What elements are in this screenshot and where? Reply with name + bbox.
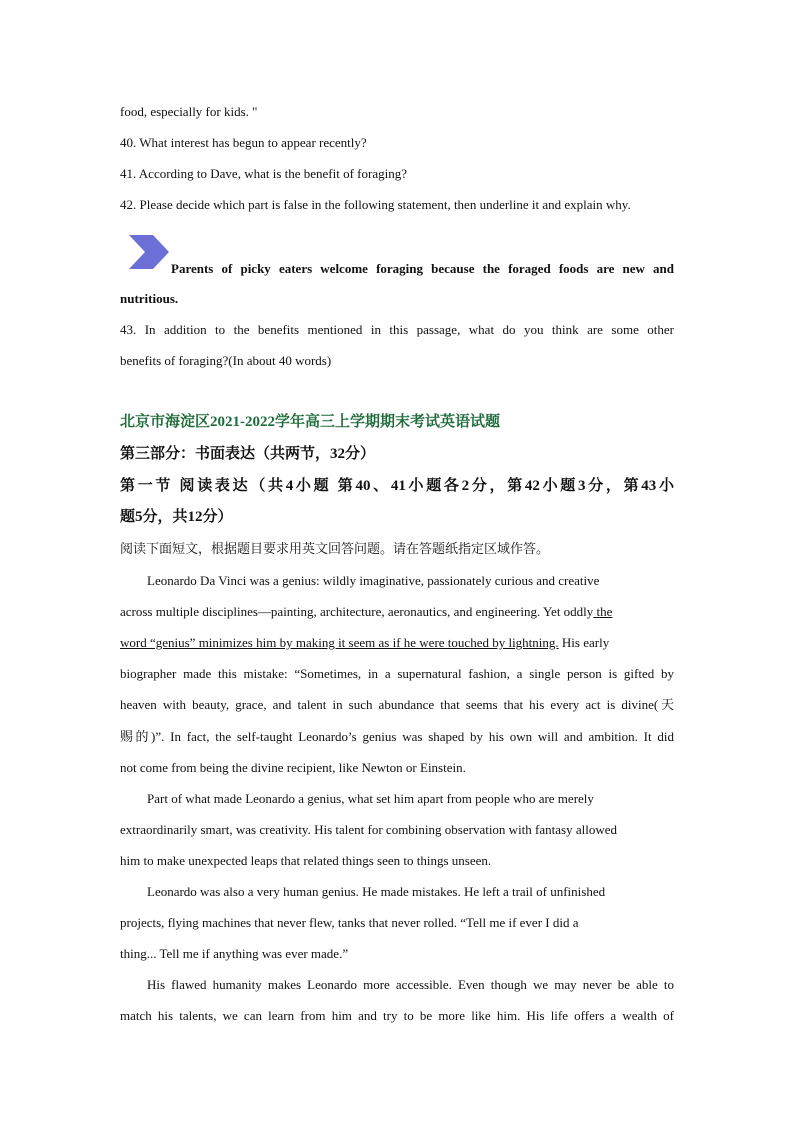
- question-42: 42. Please decide which part is false in the following statement, then underline it and explain why.: [120, 197, 631, 212]
- passage-line: Leonardo Da Vinci was a genius: wildly imaginative, passionately curious and creative: [147, 573, 600, 588]
- question-40: 40. What interest has begun to appear recently?: [120, 135, 367, 150]
- statement-line-2: nutritious.: [120, 291, 179, 306]
- underlined-text: the: [593, 604, 613, 619]
- part-heading: 第三部分：书面表达（共两节，32分）: [120, 446, 376, 462]
- passage-line: [120, 604, 612, 620]
- passage-line: projects, flying machines that never flew, tanks that never rolled. “Tell me if ever I did a: [120, 915, 579, 930]
- instruction-text: 阅读下面短文，根据题目要求用英文回答问题。请在答题纸指定区域作答。: [120, 541, 550, 556]
- passage-text: His early: [558, 635, 610, 650]
- passage-line: thing... Tell me if anything was ever made.”: [120, 946, 349, 961]
- exam-title: 北京市海淀区2021-2022学年高三上学期期末考试英语试题: [120, 414, 500, 430]
- chevron-arrow-icon: [127, 233, 171, 271]
- question-43-line-2: benefits of foraging?(In about 40 words): [120, 353, 332, 368]
- passage-line: not come from being the divine recipient, like Newton or Einstein.: [120, 760, 466, 775]
- passage-line: Leonardo was also a very human genius. He made mistakes. He left a trail of unfinished: [147, 884, 606, 899]
- passage-line: His flawed humanity makes Leonardo more accessible. Even though we may never be able to: [147, 977, 674, 992]
- passage-line: extraordinarily smart, was creativity. His talent for combining observation with fantasy allowed: [120, 822, 617, 837]
- section-heading-line-2: 题5分，共12分）: [120, 509, 233, 525]
- passage-line: 赐的)”. In fact, the self-taught Leonardo’s genius was shaped by his own will and ambition. It did: [120, 729, 674, 744]
- passage-line: [120, 635, 609, 651]
- passage-line: Part of what made Leonardo a genius, what set him apart from people who are merely: [147, 791, 594, 806]
- passage-line: biographer made this mistake: “Sometimes, in a supernatural fashion, a single person is gifted by: [120, 666, 674, 681]
- statement-line-1: Parents of picky eaters welcome foraging because the foraged foods are new and: [171, 261, 674, 276]
- passage-text: across multiple disciplines—painting, architecture, aeronautics, and engineering. Yet oddly: [120, 604, 594, 619]
- section-heading-line-1: 第一节 阅读表达（共4小题 第40、41小题各2分，第42小题3分，第43小: [120, 478, 674, 494]
- passage-line: him to make unexpected leaps that related things seen to things unseen.: [120, 853, 492, 868]
- passage-line: match his talents, we can learn from him and try to be more like him. His life offers a wealth of: [120, 1008, 674, 1023]
- question-43-line-1: 43. In addition to the benefits mentioned in this passage, what do you think are some other: [120, 322, 674, 337]
- passage-end-line: food, especially for kids. ": [120, 104, 258, 119]
- underlined-text: word “genius” minimizes him by making it seem as if he were touched by lightning.: [120, 635, 559, 650]
- passage-line: heaven with beauty, grace, and talent in such abundance that seems that his every act is divine(天: [120, 697, 674, 712]
- question-41: 41. According to Dave, what is the benefit of foraging?: [120, 166, 407, 181]
